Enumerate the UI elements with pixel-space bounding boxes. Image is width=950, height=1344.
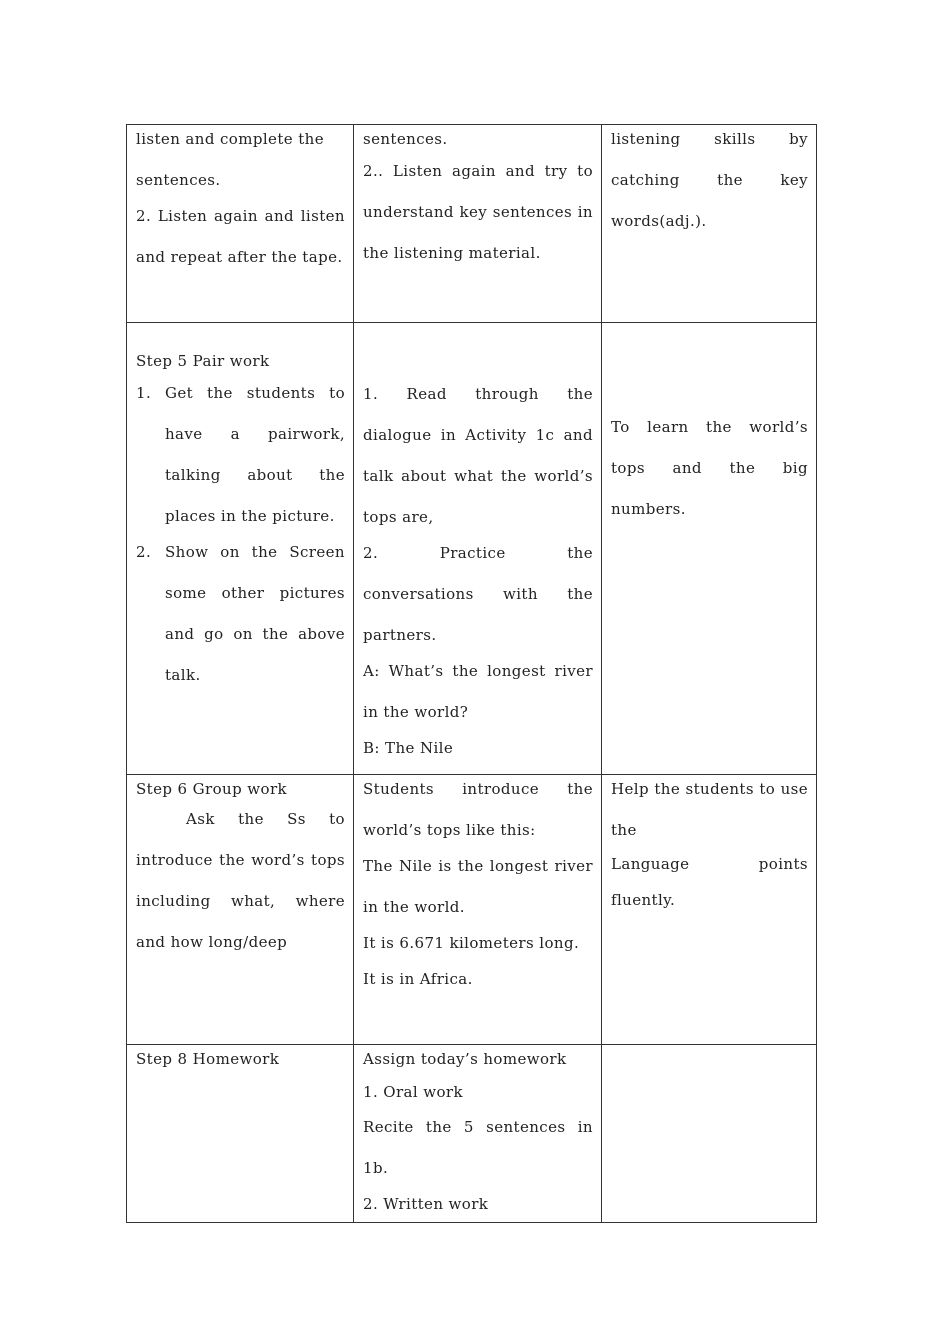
cell-text: 2. Listen again and listen and repeat after the tape. (136, 207, 345, 266)
cell-text: sentences. (363, 130, 448, 148)
purpose-cell (602, 775, 817, 1045)
activity-cell (354, 125, 602, 323)
purpose-cell (602, 125, 817, 323)
cell-text: Ask the Ss to introduce the word’s tops including what, where and how long/deep (136, 810, 345, 951)
step-title: Step 6 Group work (136, 780, 288, 798)
activity-cell (354, 1045, 602, 1223)
procedure-cell (127, 125, 354, 323)
cell-text: Assign today’s homework (363, 1050, 567, 1068)
cell-text: 2. Written work (363, 1195, 489, 1213)
cell-text: 2.. Listen again and try to understand key sentences in the listening material. (363, 162, 593, 262)
procedure-cell (127, 1045, 354, 1223)
cell-text: It is 6.671 kilometers long. (363, 934, 580, 952)
list-item (136, 373, 345, 537)
cell-text: The Nile is the longest river in the world. (363, 857, 593, 916)
list-number: 1. (136, 384, 152, 402)
cell-text: 1. Oral work (363, 1083, 463, 1101)
step-title: Step 5 Pair work (136, 352, 270, 370)
cell-text: 2. Practice the conversations with the partners. (363, 544, 593, 644)
table-row (127, 775, 817, 1045)
activity-cell (354, 323, 602, 775)
list-text: Get the students to have a pairwork, talking about the places in the picture. (165, 384, 345, 525)
cell-text: 1. Read through the dialogue in Activity 1c and talk about what the world’s tops are, (363, 385, 593, 526)
purpose-cell (602, 1045, 817, 1223)
cell-text: Help the students to use the (611, 780, 808, 839)
lesson-plan-table (126, 124, 817, 1223)
cell-text: To learn the world’s tops and the big numbers. (611, 418, 808, 518)
cell-text: Students introduce the world’s tops like this: (363, 780, 593, 839)
list-item (136, 532, 345, 696)
list-number: 2. (136, 543, 152, 561)
cell-text: sentences. (136, 171, 221, 189)
procedure-cell (127, 323, 354, 775)
cell-text: listen and complete the (136, 130, 324, 148)
table-row (127, 1045, 817, 1223)
step-title: Step 8 Homework (136, 1050, 280, 1068)
procedure-cell (127, 775, 354, 1045)
cell-text: Recite the 5 sentences in 1b. (363, 1118, 593, 1177)
table-row (127, 323, 817, 775)
activity-cell (354, 775, 602, 1045)
cell-text: listening skills by catching the key words(adj.). (611, 130, 808, 230)
cell-text: A: What’s the longest river in the world? (363, 662, 593, 721)
cell-text: It is in Africa. (363, 970, 473, 988)
list-text: Show on the Screen some other pictures and go on the above talk. (165, 543, 345, 684)
purpose-cell (602, 323, 817, 775)
table-row (127, 125, 817, 323)
cell-text: B: The Nile (363, 739, 454, 757)
cell-text: Language points fluently. (611, 855, 808, 909)
